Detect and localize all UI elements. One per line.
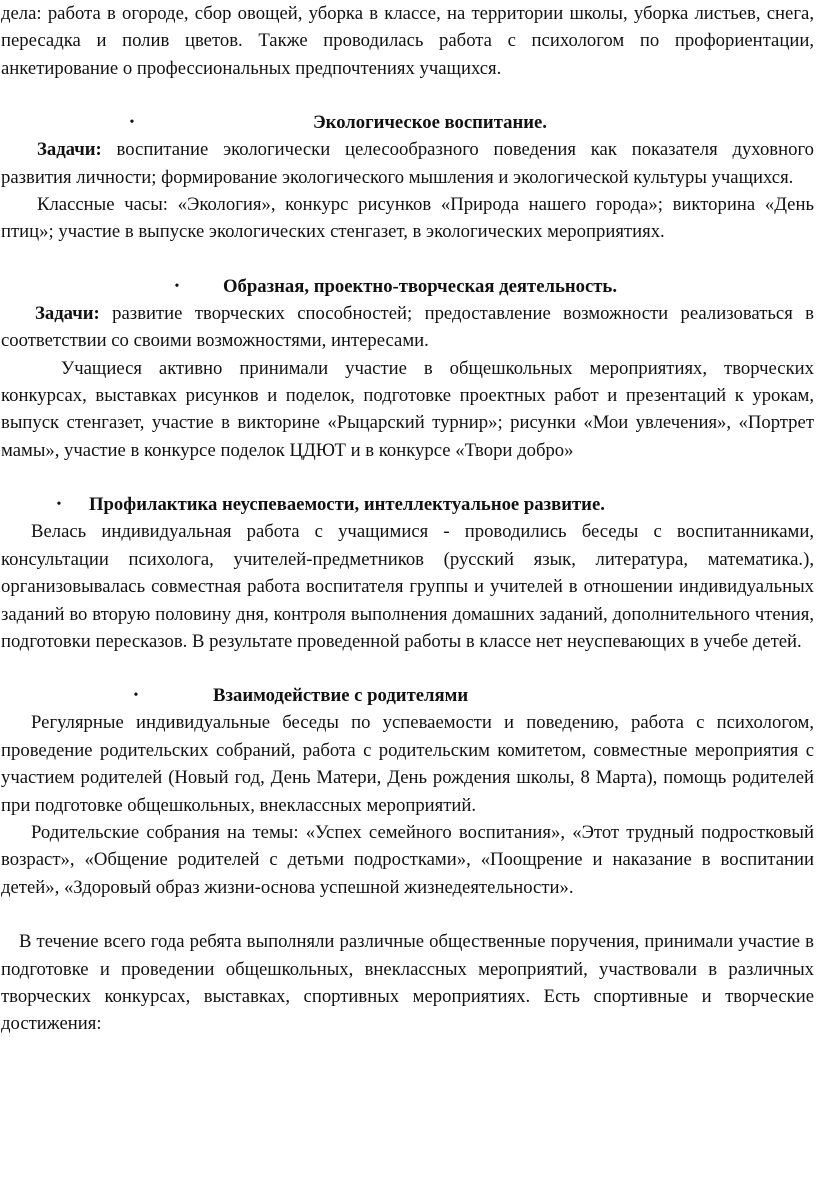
section-heading-parents [1, 682, 814, 709]
section-tasks [1, 136, 814, 191]
section-paragraph: Велась индивидуальная работа с учащимися - проводились беседы с воспитанниками, консультации психолога, учителей-предметников (русский язык, литература, математика.), организовывалась совместная работа воспитателя группы и учителей в отношении индивидуальных заданий во вторую половину дня, контроля выполнения домашних заданий, дополнительного чтения, подготовки пересказов. В результате проведенной работы в классе нет неуспевающих в учебе детей. [1, 521, 814, 652]
tasks-label: Задачи: [35, 302, 100, 324]
bullet-icon: • [174, 278, 180, 294]
bullet-icon: • [129, 115, 135, 131]
section-title: Взаимодействие с родителями [213, 685, 469, 707]
section-title: Экологическое воспитание. [313, 112, 547, 134]
spacer [1, 246, 814, 273]
section-title: Образная, проектно-творческая деятельность. [223, 275, 617, 297]
spacer [1, 82, 814, 109]
spacer [1, 464, 814, 491]
section-tasks [1, 300, 814, 355]
bullet-icon: • [56, 497, 62, 513]
section-title: Профилактика неуспеваемости, интеллектуальное развитие. [89, 494, 605, 516]
section-heading-creative [1, 273, 814, 300]
tasks-label: Задачи: [37, 139, 102, 161]
bullet-icon: • [133, 688, 139, 704]
section-paragraph: Родительские собрания на темы: «Успех семейного воспитания», «Этот трудный подростковый возраст», «Общение родителей с детьми подростками», «Поощрение и наказание в воспитании детей», «Здоровый образ жизни-основа успешной жизнедеятельности». [1, 821, 814, 898]
closing-paragraph: В течение всего года ребята выполняли различные общественные поручения, принимали участие в подготовке и проведении общешкольных, внеклассных мероприятий, участвовали в различных творческих конкурсах, выставках, спортивных мероприятиях. Есть спортивные и творческие достижения: [1, 931, 814, 1035]
section-heading-ecology [1, 109, 814, 136]
section-heading-achievement [1, 491, 814, 518]
section-paragraph: Регулярные индивидуальные беседы по успеваемости и поведению, работа с психологом, проведение родительских собраний, работа с родительским комитетом, совместные мероприятия с участием родителей (Новый год, День Матери, День рождения школы, 8 Марта), помощь родителей при подготовке общешкольных, внеклассных мероприятий. [1, 712, 814, 816]
section-paragraph: Классные часы: «Экология», конкурс рисунков «Природа нашего города»; викторина «День птиц»; участие в выпуске экологических стенгазет, в экологических мероприятиях. [1, 194, 814, 243]
spacer [1, 655, 814, 682]
spacer [1, 901, 814, 928]
tasks-text: развитие творческих способностей; предоставление возможности реализоваться в соответствии со своими возможностями, интересами. [1, 302, 814, 352]
tasks-text: воспитание экологически целесообразного поведения как показателя духовного развития личности; формирование экологического мышления и экологической культуры учащихся. [1, 139, 814, 188]
intro-paragraph: дела: работа в огороде, сбор овощей, уборка в классе, на территории школы, уборка листьев, снега, пересадка и полив цветов. Также проводилась работа с психологом по профориентации, анкетирование о профессиональных предпочтениях учащихся. [1, 3, 814, 79]
section-paragraph: Учащиеся активно принимали участие в общешкольных мероприятиях, творческих конкурсах, выставках рисунков и поделок, подготовке проектных работ и презентаций к урокам, выпуск стенгазет, участие в викторине «Рыцарский турнир»; рисунки «Мои увлечения», «Портрет мамы», участие в конкурсе поделок ЦДЮТ и в конкурсе «Твори добро» [1, 357, 814, 461]
